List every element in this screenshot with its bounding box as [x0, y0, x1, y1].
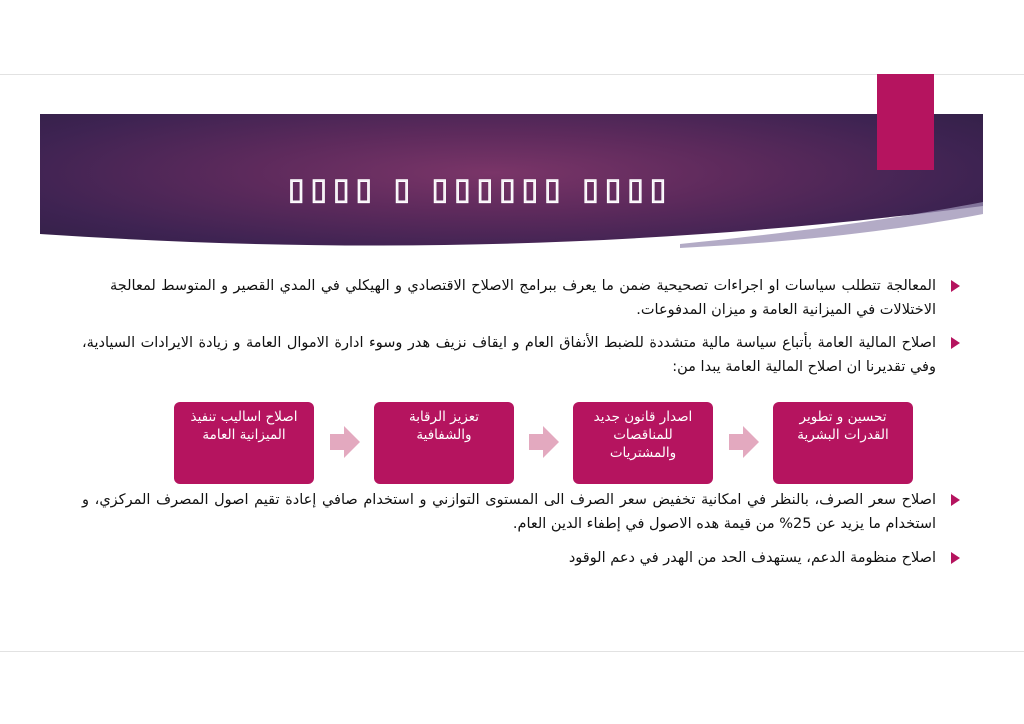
flow-step: اصدار قانون جديد للمناقصات والمشتريات: [573, 402, 713, 484]
bullet-item: [82, 331, 936, 379]
flow-step: تحسين و تطوير القدرات البشرية: [773, 402, 913, 484]
bullet-text: المعالجة تتطلب سياسات او اجراءات تصحيحية ضمن ما يعرف ببرامج الاصلاح الاقتصادي و الهيكلي في المدي القصير و المتوسط لمعالجة الاختلالات في الميزانية العامة و ميزان المدفوعات.: [110, 278, 936, 318]
bullet-item: [82, 546, 936, 570]
slide-title: ▯▯▯▯ ▯ ▯▯▯▯▯▯ ▯▯▯▯: [287, 172, 673, 207]
flow-step: اصلاح اساليب تنفيذ الميزانية العامة: [174, 402, 314, 484]
accent-bar: [877, 74, 934, 170]
bullet-arrow-icon: [951, 337, 960, 349]
process-flow: [174, 402, 914, 484]
bullet-text: اصلاح سعر الصرف، بالنظر في امكانية تخفيض سعر الصرف الى المستوى التوازني و استخدام صافي إعادة تقيم اصول المصرف المركزي، و استخدام ما يزيد عن 25% من قيمة هده الاصول في إطفاء الدين العام.: [82, 492, 936, 532]
bullet-text: اصلاح منظومة الدعم، يستهدف الحد من الهدر في دعم الوقود: [568, 550, 936, 566]
bullet-item: [110, 274, 936, 322]
flow-step: تعزيز الرقابة والشفافية: [374, 402, 514, 484]
bullet-arrow-icon: [951, 280, 960, 292]
bullet-arrow-icon: [951, 494, 960, 506]
bullet-arrow-icon: [951, 552, 960, 564]
bullet-text: اصلاح المالية العامة بأتباع سياسة مالية متشددة للضبط الأنفاق العام و ايقاف نزيف هدر وسوء ادارة الاموال العامة و زيادة الايرادات السيادية، وفي تقديرنا ان اصلاح المالية العامة يبدا من:: [82, 335, 936, 375]
bullet-item: [82, 488, 936, 536]
